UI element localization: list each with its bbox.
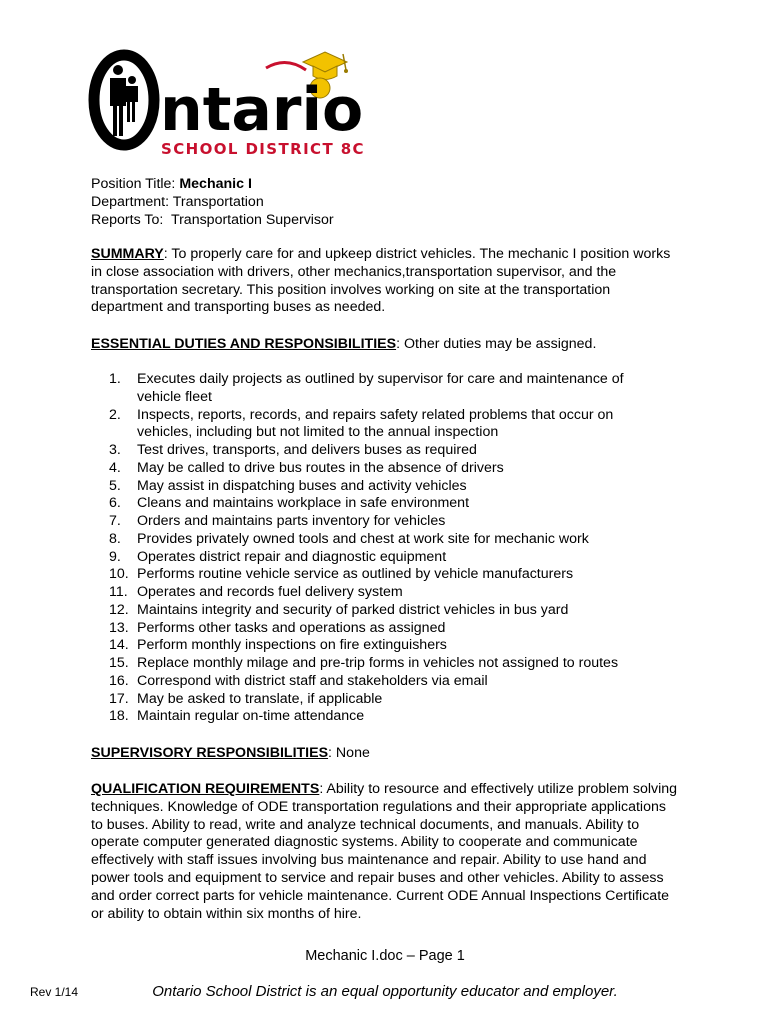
list-item-text: Performs routine vehicle service as outlined by vehicle manufacturers	[137, 566, 574, 583]
list-item	[109, 673, 669, 691]
list-item-text: May be called to drive bus routes in the absence of drivers	[137, 459, 504, 476]
list-item-number: 4.	[109, 459, 121, 476]
list-item-text: Correspond with district staff and stakeholders via email	[137, 672, 488, 689]
list-item-number: 13.	[109, 619, 129, 636]
list-item-number: 6.	[109, 495, 121, 512]
list-item-number: 12.	[109, 601, 129, 618]
list-item-number: 2.	[109, 406, 121, 423]
list-item-text: Executes daily projects as outlined by supervisor for care and maintenance of vehicle fleet	[137, 371, 624, 405]
position-title-value: Mechanic I	[179, 176, 252, 192]
list-item-number: 5.	[109, 477, 121, 494]
list-item-text: Cleans and maintains workplace in safe environment	[137, 495, 470, 512]
list-item	[109, 708, 669, 726]
list-item	[109, 637, 669, 655]
list-item-text: May be asked to translate, if applicable	[137, 690, 383, 707]
summary-heading: SUMMARY	[91, 246, 164, 262]
reports-to-label: Reports To:	[91, 212, 164, 228]
list-item	[109, 620, 669, 638]
list-item	[109, 602, 669, 620]
list-item-text: Inspects, reports, records, and repairs safety related problems that occur on vehicles, including but not limited to the annual inspection	[137, 406, 614, 441]
list-item-number: 1.	[109, 371, 121, 387]
list-item-number: 7.	[109, 513, 121, 529]
duties-intro: : Other duties may be assigned.	[396, 336, 597, 352]
supervisory-text: : None	[328, 745, 370, 761]
list-item	[109, 691, 669, 709]
list-item-text: Orders and maintains parts inventory for vehicles	[137, 513, 446, 529]
list-item-text: Maintains integrity and security of parked district vehicles in bus yard	[137, 601, 569, 618]
list-item-text: Test drives, transports, and delivers buses as required	[137, 442, 477, 458]
list-item-number: 8.	[109, 530, 121, 547]
list-item-number: 11.	[109, 584, 128, 600]
position-title-label: Position Title:	[91, 176, 176, 192]
list-item-number: 14.	[109, 637, 129, 654]
list-item	[109, 531, 669, 549]
qualification-text: : Ability to resource and effectively utilize problem solving techniques. Knowledge of ODE transportation regulations and their appropriate applications to buses. Ability to read, write and analyze technical documents, and manuals. Ability to operate computer generated diagnostic systems. Ability to cooperate and communicate effectively with staff issues involving bus maintenance and repair. Ability to use hand and power tools and equipment to service and repair buses and other vehicles. Ability to assess and order correct parts for vehicle maintenance. Current ODE Annual Inspections Certificate or ability to obtain within six months of hire.	[91, 781, 678, 922]
list-item-number: 18.	[109, 708, 129, 725]
department-row	[91, 193, 334, 211]
list-item-number: 10.	[109, 566, 129, 583]
list-item	[109, 495, 669, 513]
logo-tagline: SCHOOL DISTRICT 8C	[161, 140, 363, 158]
reports-to-value: Transportation Supervisor	[170, 212, 334, 228]
list-item-text: Perform monthly inspections on fire extinguishers	[137, 637, 447, 654]
list-item	[109, 566, 669, 584]
list-item-text: May assist in dispatching buses and activity vehicles	[137, 477, 467, 494]
reports-to-row	[91, 211, 334, 229]
district-logo	[88, 40, 363, 160]
logo-wordmark: ntario	[160, 75, 363, 145]
list-item	[109, 655, 669, 673]
list-item	[109, 371, 669, 407]
list-item	[109, 513, 669, 531]
department-label: Department:	[91, 194, 170, 210]
list-item	[109, 478, 669, 496]
list-item-number: 9.	[109, 548, 121, 565]
supervisory-section	[91, 745, 681, 763]
list-item-number: 16.	[109, 672, 129, 689]
list-item-text: Provides privately owned tools and chest at work site for mechanic work	[137, 530, 589, 547]
duties-list	[109, 371, 669, 726]
list-item-number: 17.	[109, 690, 129, 707]
summary-text: : To properly care for and upkeep district vehicles. The mechanic I position works in close association with drivers, other mechanics,transportation supervisor, and the transportation secretary. This position involves working on site at the transportation department and transporting buses as needed.	[91, 246, 671, 316]
list-item	[109, 460, 669, 478]
list-item-text: Operates and records fuel delivery system	[137, 584, 403, 600]
position-title-row	[91, 175, 334, 193]
position-header	[91, 175, 334, 229]
list-item-number: 15.	[109, 655, 129, 671]
list-item-text: Performs other tasks and operations as assigned	[137, 619, 446, 636]
logo-graphic	[88, 40, 363, 160]
revision-label: Rev 1/14	[30, 985, 79, 999]
duties-heading: ESSENTIAL DUTIES AND RESPONSIBILITIES	[91, 336, 397, 352]
list-item-text: Operates district repair and diagnostic equipment	[137, 548, 447, 565]
eeo-statement: Ontario School District is an equal opportunity educator and employer.	[152, 983, 618, 1000]
qualification-section	[91, 781, 681, 923]
supervisory-heading: SUPERVISORY RESPONSIBILITIES	[91, 745, 329, 761]
list-item-text: Replace monthly milage and pre-trip forms in vehicles not assigned to routes	[137, 655, 619, 671]
list-item	[109, 442, 669, 460]
qualification-heading: QUALIFICATION REQUIREMENTS	[91, 781, 320, 797]
summary-section	[91, 246, 681, 317]
department-value: Transportation	[172, 194, 264, 210]
list-item-number: 3.	[109, 442, 121, 458]
list-item	[109, 584, 669, 602]
list-item	[109, 407, 669, 443]
family-icon	[110, 65, 138, 136]
page-footer: Mechanic I.doc – Page 1	[305, 948, 465, 964]
list-item	[109, 549, 669, 567]
list-item-text: Maintain regular on-time attendance	[137, 708, 365, 725]
duties-section-heading	[91, 336, 681, 354]
